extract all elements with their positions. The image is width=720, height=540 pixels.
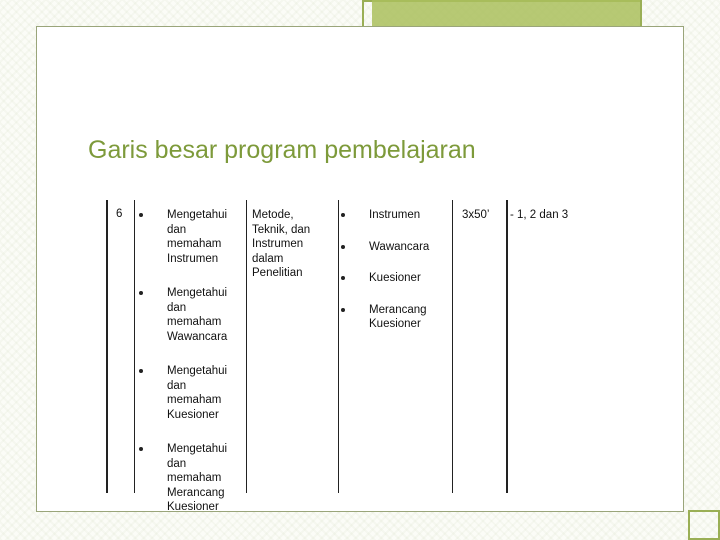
list-item: Mengetahui dan memaham Kuesioner [139, 364, 244, 422]
decorative-corner-square [688, 510, 720, 540]
time-cell: 3x50’ [462, 209, 490, 221]
bullet-icon [341, 276, 345, 280]
program-table [106, 200, 590, 513]
bullet-icon [341, 308, 345, 312]
table-divider [338, 200, 339, 493]
bullet-icon [139, 369, 143, 373]
list-item: Mengetahui dan memaham Wawancara [139, 286, 244, 344]
table-divider [134, 200, 135, 493]
slide-title: Garis besar program pembelajaran [88, 136, 476, 164]
topic-cell: Metode, Teknik, dan Instrumen dalam Penelitian [252, 209, 311, 279]
list-item: Mengetahui dan memaham Merancang Kuesioner [139, 442, 244, 515]
table-divider [452, 200, 453, 493]
row-number: 6 [116, 208, 123, 220]
list-item: Merancang Kuesioner [341, 303, 449, 332]
list-item: Wawancara [341, 240, 449, 255]
table-divider [506, 200, 508, 493]
table-divider [246, 200, 247, 493]
list-item: Instrumen [341, 208, 449, 223]
bullet-icon [139, 447, 143, 451]
bullet-icon [139, 291, 143, 295]
bullet-icon [341, 245, 345, 249]
bullet-icon [341, 213, 345, 217]
objectives-cell [139, 208, 244, 535]
bullet-icon [139, 213, 143, 217]
table-border-left [106, 200, 108, 493]
references-cell: - 1, 2 dan 3 [510, 209, 569, 221]
materials-cell [341, 208, 449, 349]
list-item: Kuesioner [341, 271, 449, 286]
list-item: Mengetahui dan memaham Instrumen [139, 208, 244, 266]
